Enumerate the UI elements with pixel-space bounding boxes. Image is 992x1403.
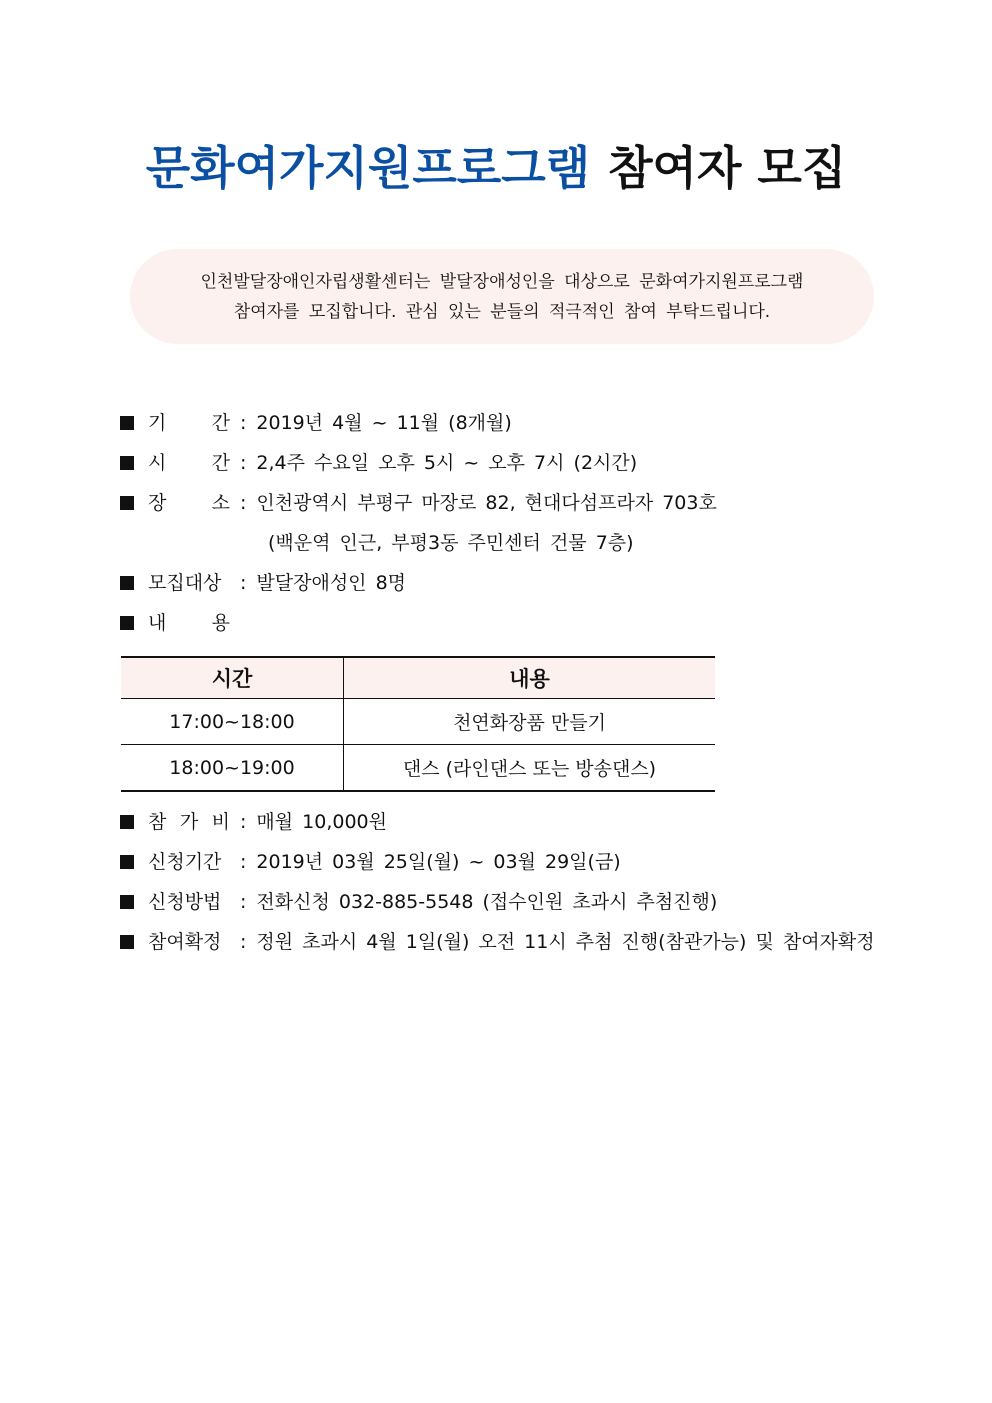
square-bullet-icon: [120, 815, 134, 829]
detail-value: 2019년 4월 ~ 11월 (8개월): [256, 412, 512, 434]
table-row: [121, 745, 715, 792]
detail-value: 전화신청 032-885-5548 (접수인원 초과시 추첨진행): [256, 891, 718, 913]
cell-activity: 댄스 (라인댄스 또는 방송댄스): [344, 745, 716, 792]
detail-label: 신청방법: [148, 891, 222, 913]
column-header-content: 내용: [344, 657, 716, 699]
detail-value: 매월 10,000원: [256, 811, 387, 833]
detail-label: 시 간: [148, 452, 230, 474]
detail-value: 발달장애성인 8명: [256, 572, 407, 594]
detail-value: 인천광역시 부평구 마장로 82, 현대다섬프라자 703호: [256, 492, 717, 514]
detail-value: 정원 초과시 4월 1일(월) 오전 11시 추첨 진행(참관가능) 및 참여자확정: [256, 931, 875, 953]
detail-apply-method: 신청방법 : 전화신청 032-885-5548 (접수인원 초과시 추첨진행): [120, 882, 900, 922]
square-bullet-icon: [120, 576, 134, 590]
cell-time: 18:00~19:00: [121, 745, 344, 792]
detail-place-sub: [120, 523, 900, 563]
cell-time: 17:00~18:00: [121, 699, 344, 745]
detail-label: 기 간: [148, 412, 230, 434]
table-row: [121, 699, 715, 745]
column-header-time: 시간: [121, 657, 344, 699]
detail-value: 2019년 03월 25일(월) ~ 03월 29일(금): [256, 851, 621, 873]
extra-section: [120, 802, 900, 962]
square-bullet-icon: [120, 456, 134, 470]
detail-apply-period: 신청기간 : 2019년 03월 25일(월) ~ 03월 29일(금): [120, 842, 900, 882]
detail-confirm: 참여확정 : 정원 초과시 4월 1일(월) 오전 11시 추첨 진행(참관가능) 및 참여자확정: [120, 922, 900, 962]
schedule-table: [121, 656, 715, 792]
page-title: [0, 136, 992, 200]
detail-fee: 참 가 비 : 매월 10,000원: [120, 802, 900, 842]
detail-period: 기 간 : 2019년 4월 ~ 11월 (8개월): [120, 403, 900, 443]
detail-label: 참 가 비: [148, 811, 230, 833]
detail-label: 신청기간: [148, 851, 222, 873]
cell-activity: 천연화장품 만들기: [344, 699, 716, 745]
table-header-row: [121, 657, 715, 699]
details-section: [120, 403, 900, 643]
detail-label: 내 용: [148, 612, 230, 634]
square-bullet-icon: [120, 496, 134, 510]
intro-line-2: 참여자를 모집합니다. 관심 있는 분들의 적극적인 참여 부탁드립니다.: [233, 302, 771, 322]
intro-box: [130, 249, 874, 344]
intro-line-1: 인천발달장애인자립생활센터는 발달장애성인을 대상으로 문화여가지원프로그램: [200, 272, 804, 292]
detail-target: 모집대상 : 발달장애성인 8명: [120, 563, 900, 603]
detail-label: 장 소: [148, 492, 230, 514]
detail-place: 장 소 : 인천광역시 부평구 마장로 82, 현대다섬프라자 703호: [120, 483, 900, 523]
square-bullet-icon: [120, 935, 134, 949]
detail-label: 참여확정: [148, 931, 222, 953]
title-rest: 참여자 모집: [608, 141, 847, 195]
square-bullet-icon: [120, 416, 134, 430]
detail-value-sub: (백운역 인근, 부평3동 주민센터 건물 7층): [268, 532, 634, 554]
detail-value: 2,4주 수요일 오후 5시 ~ 오후 7시 (2시간): [256, 452, 638, 474]
detail-content: [120, 603, 900, 643]
square-bullet-icon: [120, 895, 134, 909]
detail-time: 시 간 : 2,4주 수요일 오후 5시 ~ 오후 7시 (2시간): [120, 443, 900, 483]
square-bullet-icon: [120, 855, 134, 869]
square-bullet-icon: [120, 616, 134, 630]
detail-label: 모집대상: [148, 572, 222, 594]
title-highlight: 문화여가지원프로그램: [145, 141, 591, 195]
